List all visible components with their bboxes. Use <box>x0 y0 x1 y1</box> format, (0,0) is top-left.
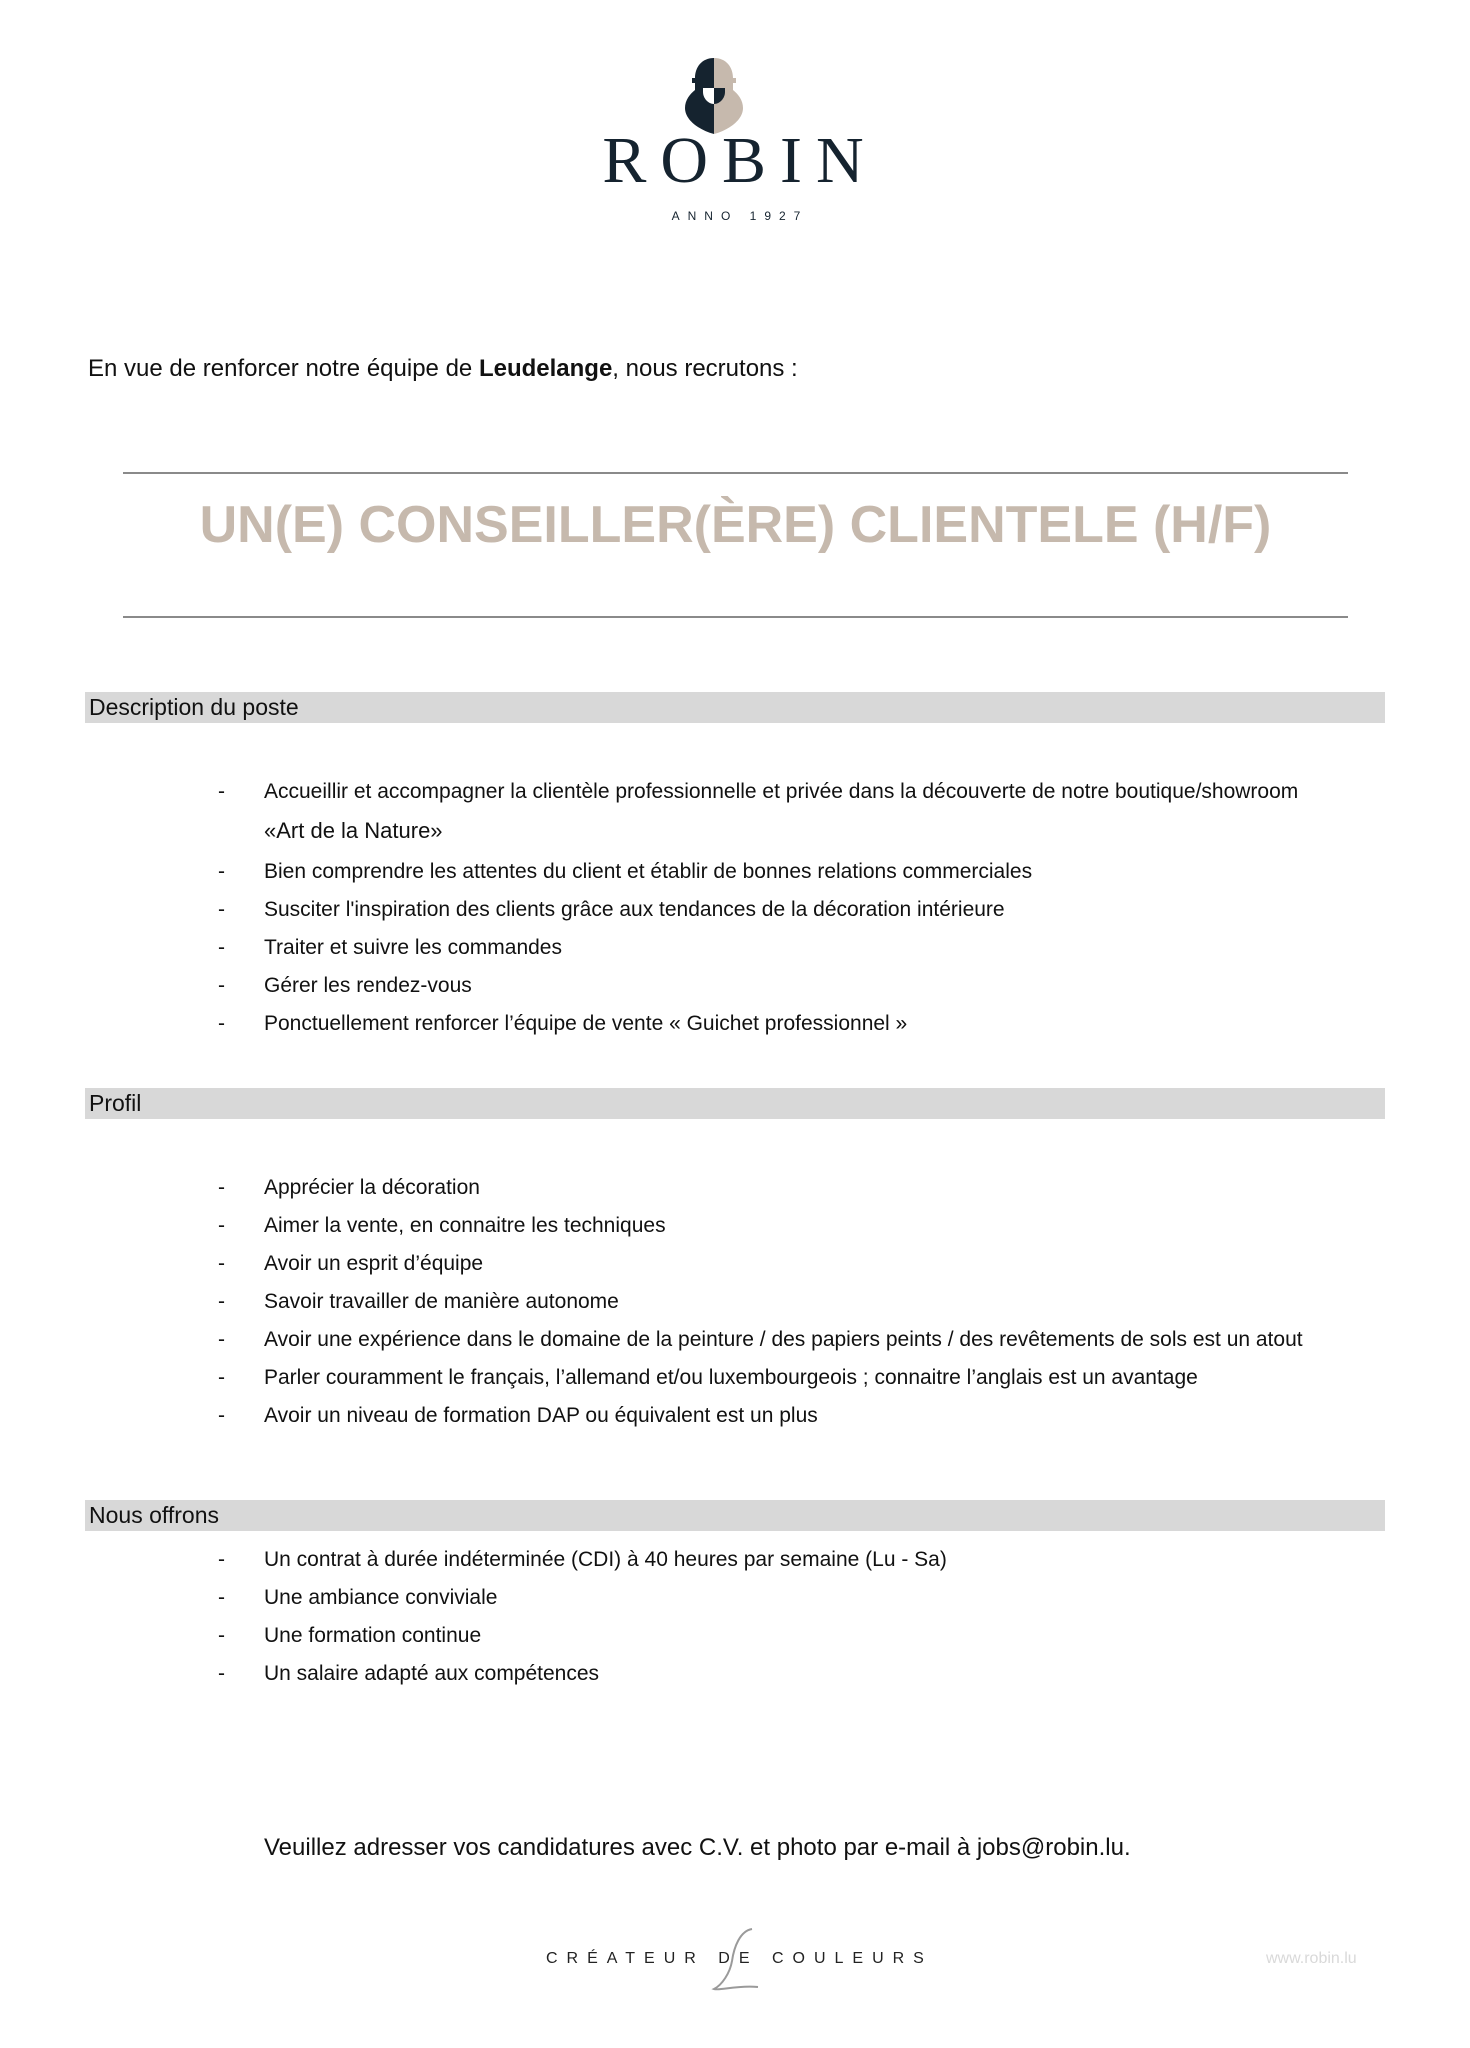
application-instructions: Veuillez adresser vos candidatures avec C.V. et photo par e-mail à jobs@robin.lu. <box>264 1834 1131 1861</box>
footer-tagline: CRÉATEUR DE COULEURS <box>546 1950 933 1967</box>
job-title: UN(E) CONSEILLER(ÈRE) CLIENTELE (H/F) <box>199 496 1272 554</box>
section-header-profil: Profil <box>85 1088 1385 1119</box>
list-item: - Ponctuellement renforcer l’équipe de vente « Guichet professionnel » <box>218 1012 908 1035</box>
list-item: - Savoir travailler de manière autonome <box>218 1290 619 1313</box>
title-rule-top <box>123 472 1348 474</box>
list-item: - Susciter l'inspiration des clients grâce aux tendances de la décoration intérieure <box>218 898 1005 921</box>
list-item-continuation: «Art de la Nature» <box>264 818 443 843</box>
list-item: - Une ambiance conviviale <box>218 1586 498 1609</box>
intro-text <box>88 355 798 383</box>
list-item: - Un salaire adapté aux compétences <box>218 1662 600 1685</box>
knight-helmet-icon <box>685 58 743 134</box>
section-header-description: Description du poste <box>85 692 1385 723</box>
title-rule-bottom <box>123 616 1348 618</box>
list-item: - Traiter et suivre les commandes <box>218 936 562 959</box>
list-item: - Avoir une expérience dans le domaine de la peinture / des papiers peints / des revêtements de sols est un atout <box>218 1328 1303 1351</box>
brand-name: ROBIN <box>602 124 878 197</box>
list-item: - Bien comprendre les attentes du client et établir de bonnes relations commerciales <box>218 860 1033 883</box>
section-header-offers: Nous offrons <box>85 1500 1385 1531</box>
list-item: - Accueillir et accompagner la clientèle professionnelle et privée dans la découverte de notre boutique/showroom <box>218 780 1299 803</box>
brand-tagline: ANNO 1927 <box>671 209 809 223</box>
intro-prefix: En vue de renforcer notre équipe de <box>88 355 479 382</box>
website-link[interactable]: www.robin.lu <box>1266 1950 1357 1967</box>
list-item: - Parler couramment le français, l’allemand et/ou luxembourgeois ; connaitre l’anglais est un avantage <box>218 1366 1198 1389</box>
intro-suffix: , nous recrutons : <box>612 355 798 382</box>
list-item: - Avoir un esprit d’équipe <box>218 1252 484 1275</box>
list-item: - Avoir un niveau de formation DAP ou équivalent est un plus <box>218 1404 818 1427</box>
list-item: - Gérer les rendez-vous <box>218 974 472 997</box>
list-item: - Une formation continue <box>218 1624 482 1647</box>
list-item: - Apprécier la décoration <box>218 1176 480 1199</box>
intro-location: Leudelange <box>478 355 613 382</box>
list-item: - Un contrat à durée indéterminée (CDI) à 40 heures par semaine (Lu - Sa) <box>218 1548 947 1571</box>
list-item: - Aimer la vente, en connaitre les techniques <box>218 1214 666 1237</box>
